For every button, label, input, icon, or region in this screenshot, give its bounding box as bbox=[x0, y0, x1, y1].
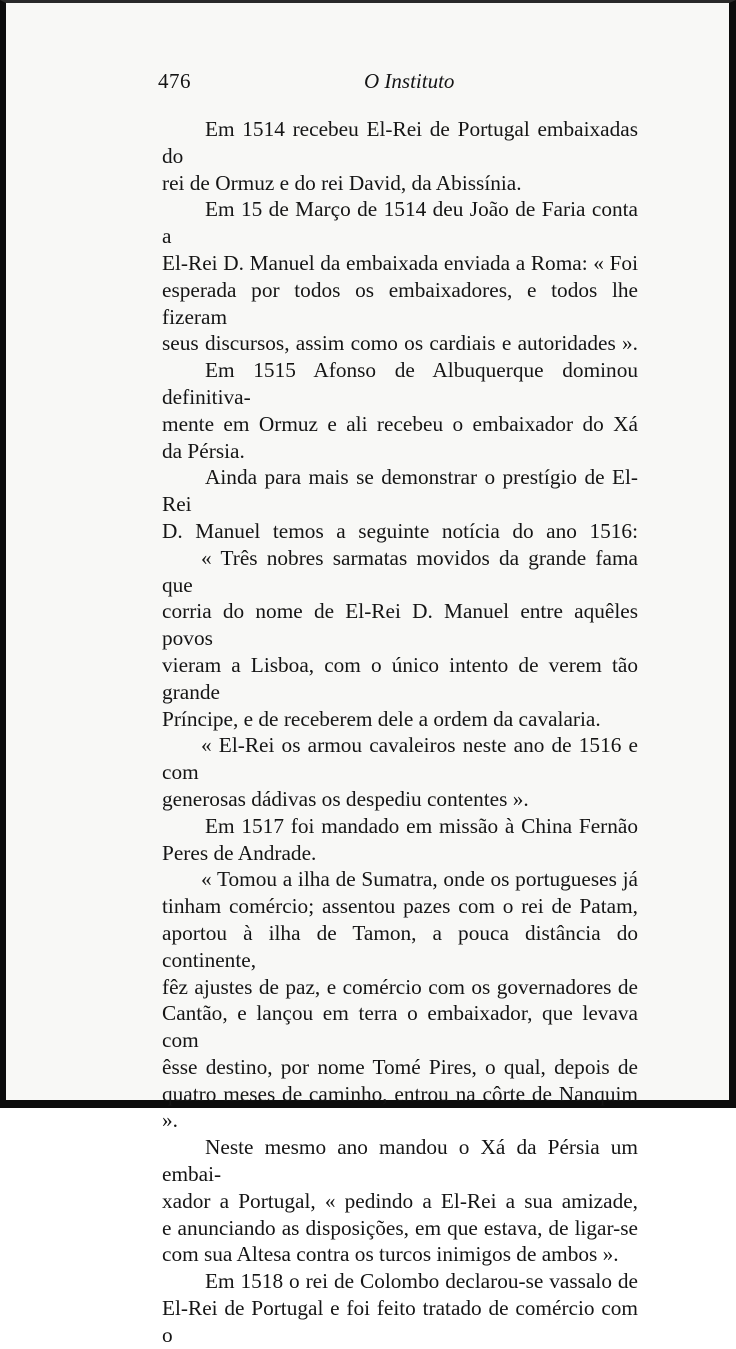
text-line: « Tomou a ilha de Sumatra, onde os portugueses já bbox=[201, 867, 638, 892]
text-line: fêz ajustes de paz, e comércio com os governadores de bbox=[162, 974, 638, 999]
text-line: El-Rei de Portugal e foi feito tratado de comércio com o bbox=[162, 1296, 638, 1347]
text-line: com sua Altesa contra os turcos inimigos de ambos ». bbox=[162, 1242, 619, 1267]
text-line: Em 1515 Afonso de Albuquerque dominou definitiva- bbox=[162, 358, 638, 409]
text-line: Em 15 de Março de 1514 deu João de Faria conta a bbox=[162, 197, 638, 249]
running-title: O Instituto bbox=[364, 69, 455, 93]
text-line: tinham comércio; assentou pazes com o rei de Patam, bbox=[162, 894, 638, 919]
page-header bbox=[158, 69, 638, 101]
text-line: Ainda para mais se demonstrar o prestígio de El-Rei bbox=[162, 465, 638, 517]
text-line: vieram a Lisboa, com o único intento de verem tão grande bbox=[162, 652, 638, 704]
text-line: mente em Ormuz e ali recebeu o embaixador do Xá bbox=[162, 411, 638, 436]
text-line: Neste mesmo ano mandou o Xá da Pérsia um embai- bbox=[162, 1135, 638, 1187]
text-line: « El-Rei os armou cavaleiros neste ano de 1516 e com bbox=[162, 733, 638, 785]
body-text bbox=[162, 116, 638, 1349]
text-line: êsse destino, por nome Tomé Pires, o qual, depois de bbox=[162, 1054, 638, 1079]
text-line: seus discursos, assim como os cardiais e autoridades ». bbox=[162, 331, 638, 356]
text-line: da Pérsia. bbox=[162, 438, 245, 463]
text-line: xador a Portugal, « pedindo a El-Rei a sua amizade, bbox=[162, 1188, 638, 1213]
text-line: Em 1517 foi mandado em missão à China Fernão bbox=[205, 813, 638, 838]
text-line: corria do nome de El-Rei D. Manuel entre aquêles povos bbox=[162, 599, 638, 651]
text-line: e anunciando as disposições, em que estava, de ligar-se bbox=[162, 1215, 638, 1240]
text-line: esperada por todos os embaixadores, e todos lhe fizeram bbox=[162, 277, 638, 329]
text-line: aportou à ilha de Tamon, a pouca distância do continente, bbox=[162, 920, 638, 972]
text-line: « Três nobres sarmatas movidos da grande fama que bbox=[162, 545, 638, 597]
text-line: quatro meses de caminho, entrou na côrte de Nanquim ». bbox=[162, 1081, 638, 1133]
page-number: 476 bbox=[158, 69, 191, 93]
text-line: generosas dádivas os despediu contentes ». bbox=[162, 786, 529, 811]
text-line: rei de Ormuz e do rei David, da Abissínia. bbox=[162, 170, 522, 195]
text-line: Em 1518 o rei de Colombo declarou-se vassalo de bbox=[205, 1269, 638, 1294]
text-line: Peres de Andrade. bbox=[162, 840, 317, 865]
text-line: D. Manuel temos a seguinte notícia do ano 1516: bbox=[162, 518, 638, 543]
text-line: Príncipe, e de receberem dele a ordem da cavalaria. bbox=[162, 706, 601, 731]
text-line: Cantão, e lançou em terra o embaixador, que levava com bbox=[162, 1001, 638, 1053]
text-line: El-Rei D. Manuel da embaixada enviada a Roma: « Foi bbox=[162, 250, 638, 275]
text-line: Em 1514 recebeu El-Rei de Portugal embaixadas do bbox=[162, 117, 638, 168]
